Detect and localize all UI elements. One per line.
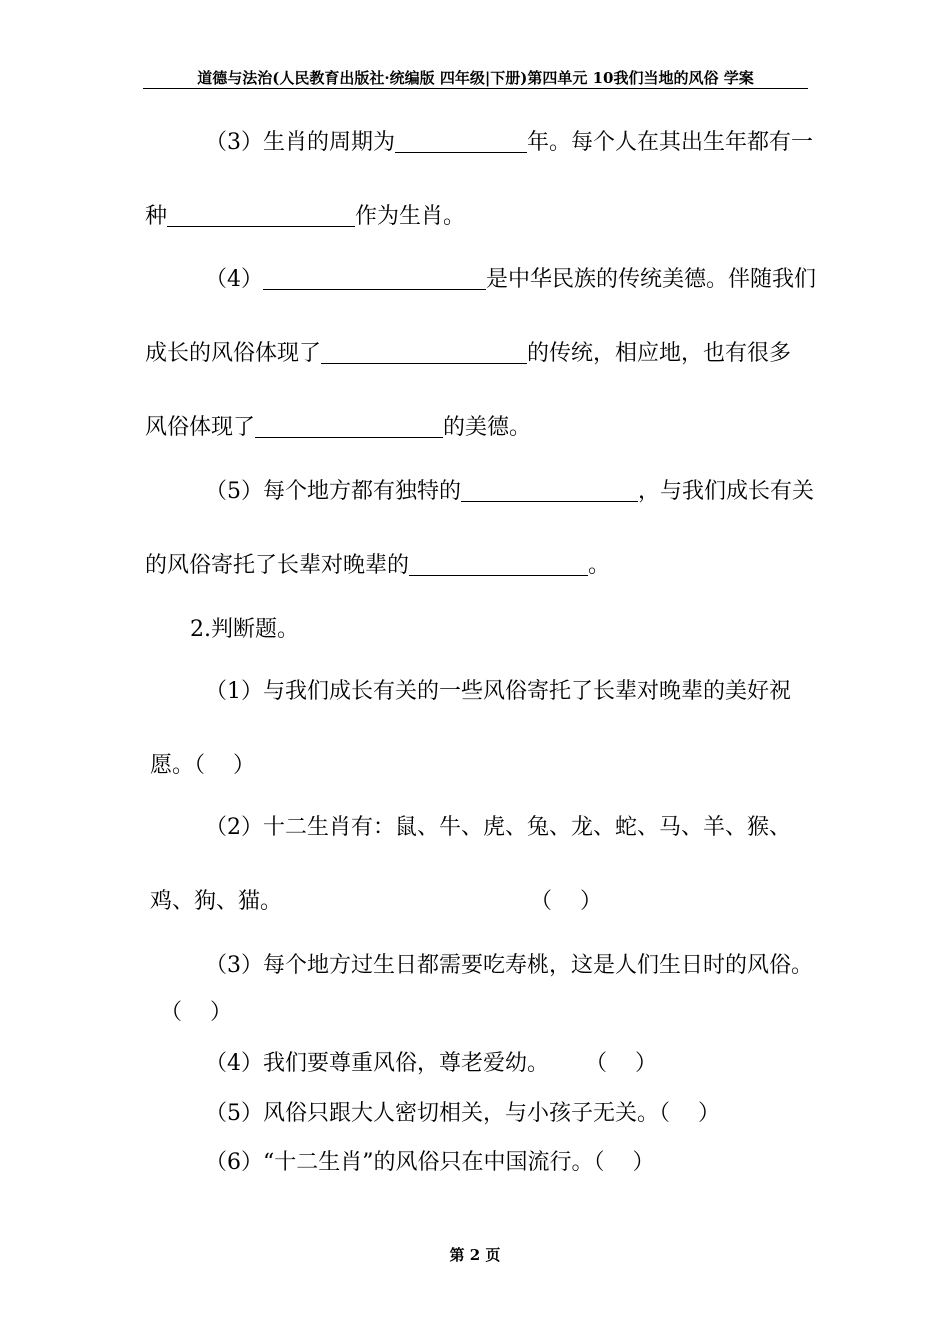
page-header	[143, 68, 808, 88]
fill-in-q5-line-1	[205, 477, 814, 507]
q4-text-d: 的传统，相应地，也有很多	[527, 341, 792, 366]
q5-text-c: 的风俗寄托了长辈对晚辈的	[145, 553, 410, 578]
q3-text-d: 作为生肖。	[355, 204, 466, 229]
judge-item-6	[205, 1148, 654, 1178]
fill-in-q4-line-2	[145, 339, 791, 369]
q4-text-b: 是中华民族的传统美德。伴随我们	[486, 267, 817, 292]
judge-item-1-text: 愿。	[150, 753, 195, 778]
q5-text-b: ，与我们成长有关	[638, 479, 815, 504]
q3-blank-animal	[167, 204, 355, 227]
judge-item-1-line-1: （1）与我们成长有关的一些风俗寄托了长辈对晚辈的美好祝	[205, 679, 791, 704]
q5-text-a: （5）每个地方都有独特的	[205, 479, 461, 504]
fill-in-q4-line-3	[145, 413, 531, 443]
page-number: 第 2 页	[449, 1246, 501, 1264]
q4-blank-tradition	[321, 341, 527, 364]
judge-heading: 2.判断题。	[190, 617, 299, 642]
judge-item-2-line-1: （2）十二生肖有：鼠、牛、虎、兔、龙、蛇、马、羊、猴、	[205, 815, 791, 840]
judge-item-5-text: （5）风俗只跟大人密切相关，与小孩子无关。	[205, 1101, 659, 1126]
judge-item-1-answer-paren: （ ）	[194, 753, 255, 778]
q5-text-d: 。	[588, 553, 611, 578]
judge-item-6-text: （6）“十二生肖”的风俗只在中国流行。	[205, 1150, 594, 1175]
q4-text-f: 的美德。	[443, 415, 532, 440]
judge-item-2-answer-paren: （ ）	[530, 889, 602, 914]
judge-item-4-answer-paren: （ ）	[585, 1051, 657, 1076]
q5-blank-custom	[461, 479, 638, 502]
q5-blank-wish	[409, 553, 588, 576]
judge-item-2-line-2: 鸡、狗、猫。	[150, 889, 283, 914]
q4-text-a: （4）	[205, 267, 263, 292]
q3-text-c: 种	[145, 204, 168, 229]
header-title: 道德与法治(人民教育出版社·统编版 四年级|下册)第四单元 10我们当地的风俗 学案	[197, 69, 754, 87]
fill-in-q5-line-2	[145, 551, 610, 581]
judge-item-6-answer-paren: （ ）	[593, 1150, 655, 1175]
q3-text-a: （3）生肖的周期为	[205, 130, 395, 155]
q4-blank-virtue	[263, 267, 486, 290]
judge-item-3-answer-paren: （ ）	[160, 1000, 232, 1025]
judge-item-1-line-2	[150, 751, 255, 781]
judge-item-3-line-1: （3）每个地方过生日都需要吃寿桃，这是人们生日时的风俗。	[205, 953, 813, 978]
q4-blank-moral	[255, 415, 443, 438]
judge-item-4-text: （4）我们要尊重风俗，尊老爱幼。	[205, 1051, 549, 1076]
header-rule	[143, 88, 808, 89]
q4-text-c: 成长的风俗体现了	[145, 341, 322, 366]
fill-in-q4-line-1	[205, 265, 816, 295]
q3-blank-cycle	[395, 130, 527, 153]
judge-item-5	[205, 1099, 720, 1129]
q3-text-b: 年。每个人在其出生年都有一	[527, 130, 814, 155]
fill-in-q3-line-2	[145, 202, 465, 232]
q4-text-e: 风俗体现了	[145, 415, 256, 440]
fill-in-q3-line-1	[205, 128, 813, 158]
judge-item-5-answer-paren: （ ）	[659, 1101, 720, 1126]
